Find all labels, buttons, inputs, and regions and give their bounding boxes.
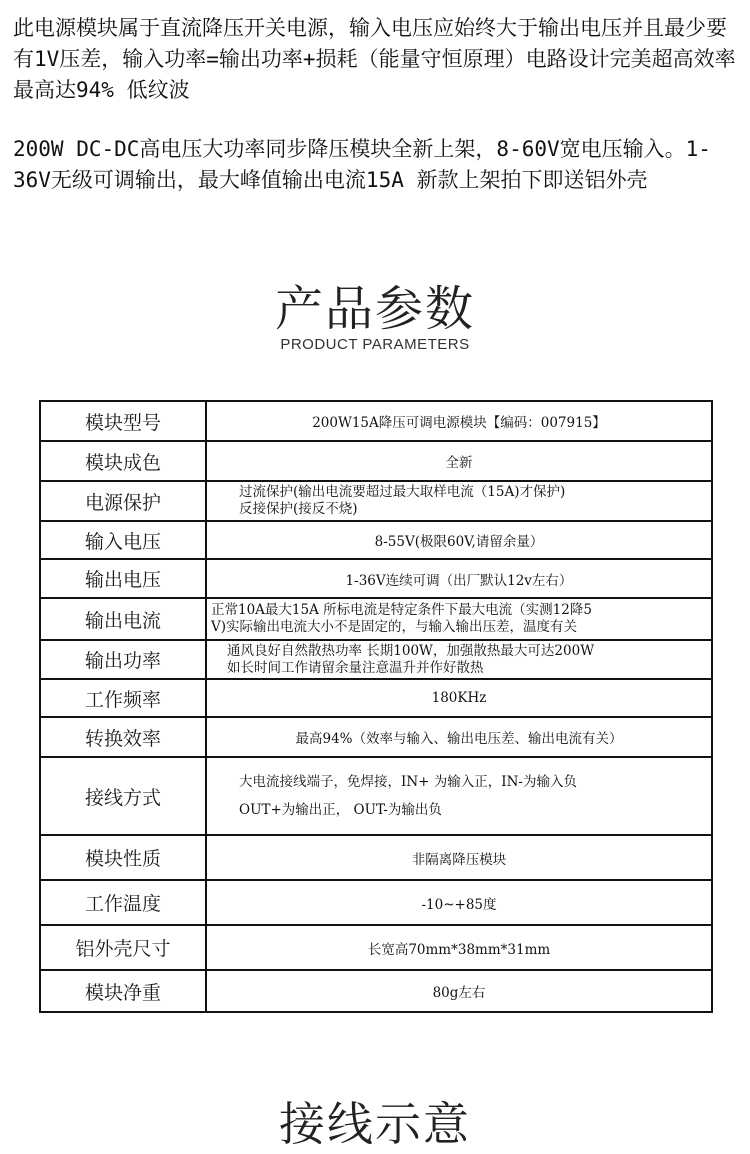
spec-value: 非隔离降压模块 <box>411 851 507 868</box>
spec-label: 工作温度 <box>41 881 207 924</box>
spec-label: 模块型号 <box>41 402 207 440</box>
spec-row-output-current <box>41 599 711 641</box>
spec-row-efficiency <box>41 718 711 758</box>
spec-row-isolation <box>41 836 711 881</box>
spec-value: 长宽高70mm*38mm*31mm <box>367 941 551 958</box>
spec-label: 模块净重 <box>41 971 207 1011</box>
spec-value: 1-36V连续可调（出厂默认12v左右） <box>345 572 573 589</box>
spec-value-line: 通风良好自然散热功率 长期100W，加强散热最大可达200W <box>227 642 595 659</box>
spec-label: 输出功率 <box>41 641 207 678</box>
spec-value: 8-55V(极限60V,请留余量） <box>374 534 544 550</box>
spec-label: 电源保护 <box>41 482 207 520</box>
spec-value: 最高94%（效率与输入、输出电压差、输出电流有关） <box>295 731 623 747</box>
spec-label: 接线方式 <box>41 758 207 834</box>
spec-value-line: 反接保护(接反不烧) <box>239 501 358 517</box>
spec-row-output-voltage <box>41 560 711 599</box>
spec-label: 输出电流 <box>41 599 207 639</box>
spec-label: 输出电压 <box>41 560 207 597</box>
spec-row-model <box>41 402 711 442</box>
spec-row-weight <box>41 971 711 1011</box>
intro-paragraph-2: 200W DC-DC高电压大功率同步降压模块全新上架，8-60V宽电压输入。1-36V无级可调输出，最大峰值输出电流15A 新款上架拍下即送铝外壳 <box>13 137 711 192</box>
spec-value-line: 过流保护(输出电流要超过最大取样电流（15A)才保护) <box>239 484 566 500</box>
spec-row-input-voltage <box>41 522 711 560</box>
spec-value-line: V)实际输出电流大小不是固定的，与输入输出压差，温度有关 <box>211 619 578 635</box>
spec-label: 工作频率 <box>41 680 207 716</box>
spec-label: 模块性质 <box>41 836 207 879</box>
section-subtitle: PRODUCT PARAMETERS <box>280 336 470 353</box>
spec-value: 全新 <box>445 455 473 471</box>
spec-value-line: 正常10A最大15A 所标电流是特定条件下最大电流（实测12降5 <box>211 602 592 618</box>
spec-label: 输入电压 <box>41 522 207 558</box>
spec-row-output-power <box>41 641 711 680</box>
spec-row-condition <box>41 442 711 482</box>
spec-label: 铝外壳尺寸 <box>41 926 207 969</box>
spec-row-housing-size <box>41 926 711 971</box>
spec-value-line: 大电流接线端子，免焊接，IN+ 为输入正，IN-为输入负 <box>239 774 577 790</box>
spec-row-protection <box>41 482 711 522</box>
spec-label: 转换效率 <box>41 718 207 756</box>
spec-row-wiring <box>41 758 711 836</box>
spec-table <box>39 400 713 1013</box>
intro-paragraph-1: 此电源模块属于直流降压开关电源，输入电压应始终大于输出电压并且最少要有1V压差，输入功率=输出功率+损耗（能量守恒原理）电路设计完美超高效率最高达94% 低纹波 <box>13 16 736 102</box>
spec-value: 80g左右 <box>432 985 486 1001</box>
spec-value: 180KHz <box>431 690 487 706</box>
spec-value <box>207 599 711 639</box>
spec-value: 200W15A降压可调电源模块【编码：007915】 <box>312 415 606 431</box>
spec-value <box>207 482 711 520</box>
wiring-section-title: 接线示意 <box>279 1097 471 1151</box>
spec-value <box>207 641 711 678</box>
spec-row-frequency <box>41 680 711 718</box>
spec-value <box>207 758 711 834</box>
spec-row-temperature <box>41 881 711 926</box>
spec-value-line: 如长时间工作请留余量注意温升并作好散热 <box>227 659 484 676</box>
spec-value-line: OUT+为输出正， OUT-为输出负 <box>239 802 442 818</box>
spec-value: -10~+85度 <box>421 896 497 913</box>
section-title: 产品参数 <box>274 281 475 337</box>
spec-label: 模块成色 <box>41 442 207 480</box>
